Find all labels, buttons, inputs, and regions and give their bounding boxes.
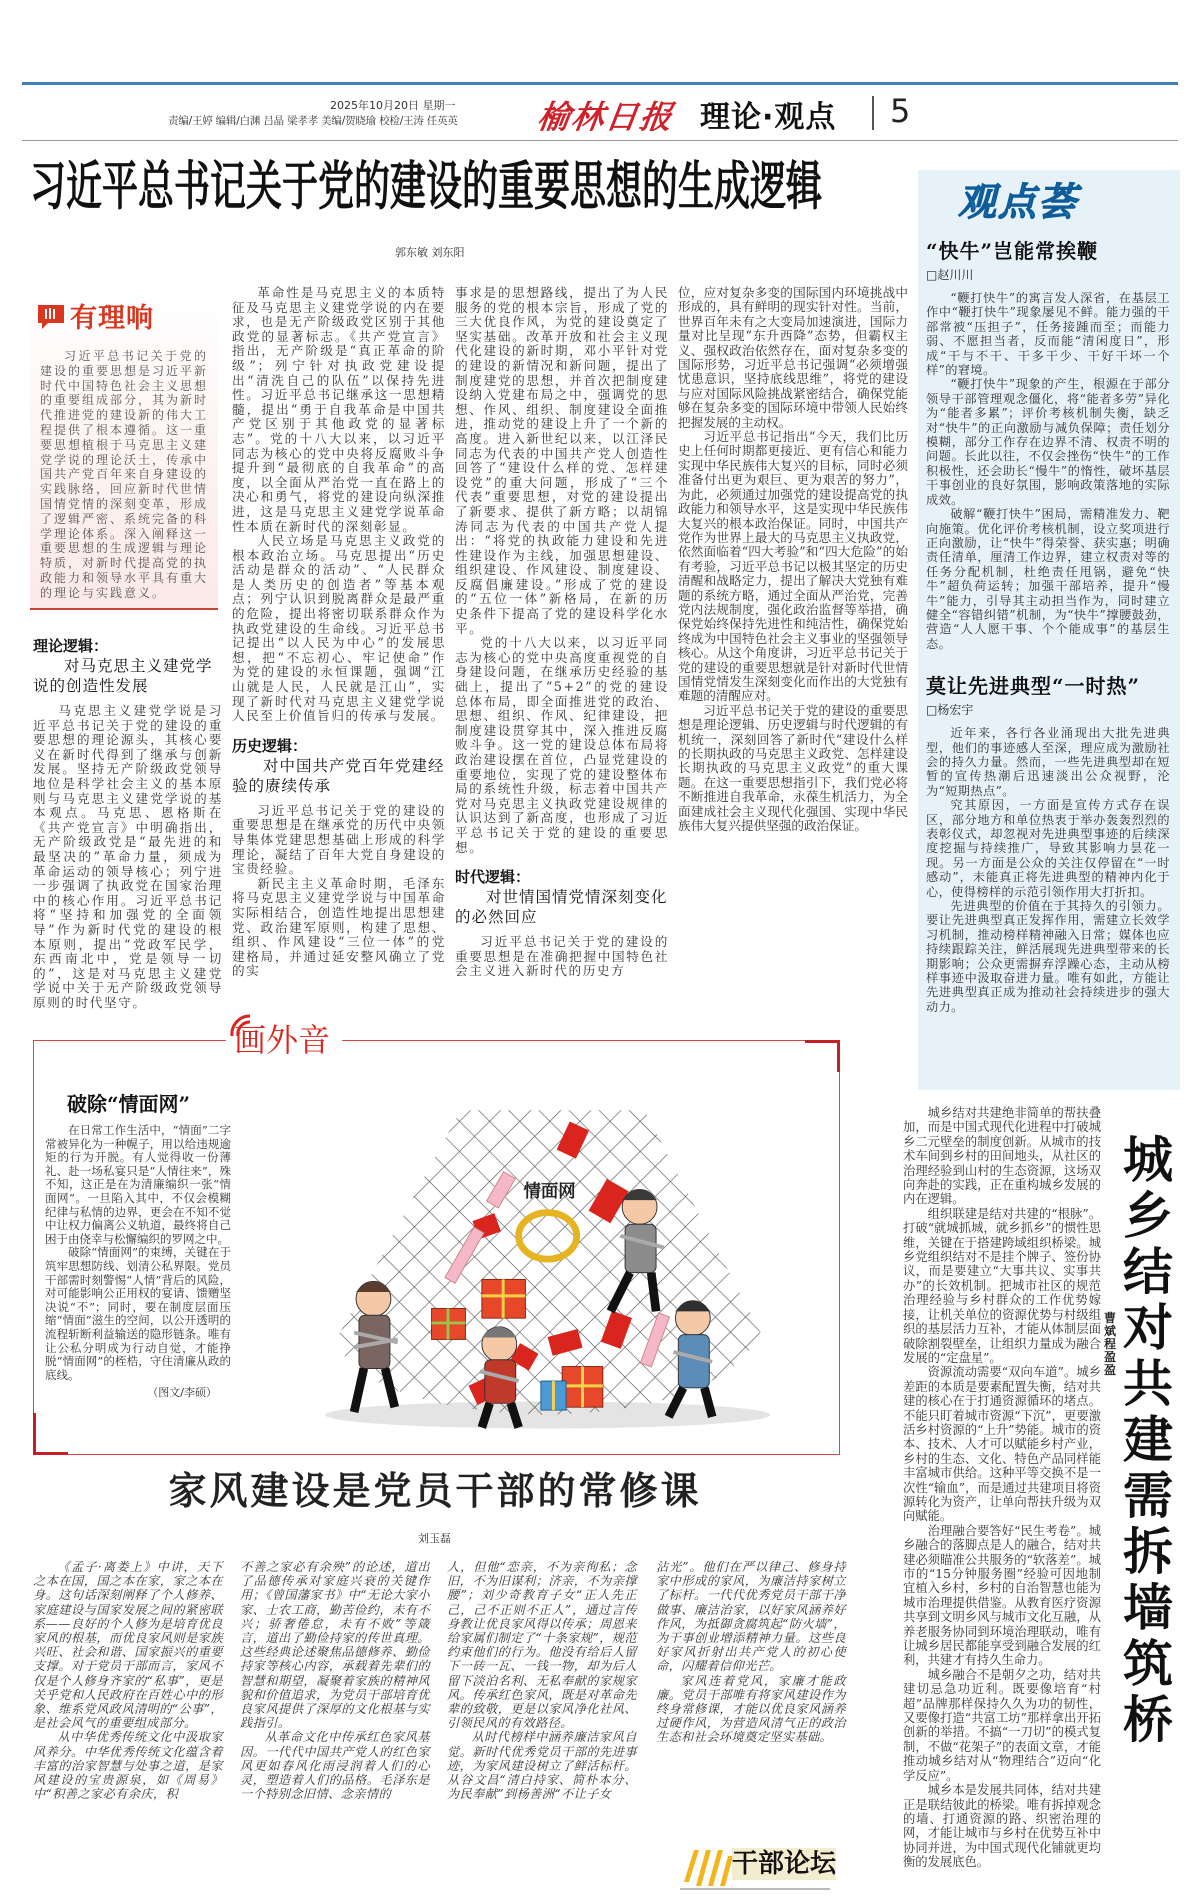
cartoon-text (45, 1092, 231, 1400)
intro-text: 习近平总书记关于党的建设的重要思想是习近平新时代中国特色社会主义思想的重要组成部分，其为新时代推进党的建设新的伟大工程提供了根本遵循。这一重要思想植根于马克思主义建党学说的理论沃土，传承中国共产党百年来自身建设的实践脉络，回应新时代世情国情党情的深刻变革，形成了逻辑严密、系统完备的科学理论体系。深入阐释这一重要思想的生成逻辑与理论特质，对新时代提高党的执政能力和领导水平具有重大的理论与实践意义。 (40, 349, 209, 600)
bottom-column-4 (656, 1560, 846, 1745)
paragraph: 沾光”。他们在严以律己、修身持家中形成的家风，为廉洁持家树立了标杆。一代代优秀党员干部干净做事、廉洁治家，以好家风涵养好作风，为抵御贪腐筑起“防火墙”，为干事创业增添精神力量。这些良好家风折射出共产党人的初心使命，闪耀着信仰光芒。 (656, 1560, 846, 1674)
bottom-byline: 刘玉磊 (418, 1532, 451, 1545)
column-1 (33, 628, 223, 1010)
intro-box (30, 290, 218, 610)
intro-logo-text: 有理响 (70, 303, 154, 334)
frame-corner (33, 1452, 68, 1455)
cartoon-illustration (238, 1085, 838, 1440)
intro-logo (36, 296, 218, 335)
header-rule (22, 140, 1178, 141)
column-text (455, 286, 669, 855)
column-text (232, 286, 446, 724)
paragraph: 不善之家必有余殃”的论述，道出了品德传承对家庭兴衰的关键作用；《曾国藩家书》中“无论大家小家、士农工商，勤苦俭约，未有不兴；骄奢倦怠，未有不败”等箴言，道出了勤俭持家的传世真理。这些经典论述聚焦品德修养、勤俭持家等核心内容，承载着先辈们的智慧和期望，凝聚着家族的精神风貌和价值追求，为党员干部培育优良家风提供了深厚的文化根基与实践指引。 (240, 1560, 430, 1731)
paragraph: 组织联建是结对共建的“根脉”。打破“就城抓城，就乡抓乡”的惯性思维，关键在于搭建跨域组织桥梁。城乡党组织结对不是挂个牌子、签份协议，而是要建立“大事共议、实事共办”的长效机制。把城市社区的规范治理经验与乡村群众的工作优势嫁接，让机关单位的资源优势与村级组织的基层活力互补，才能从体制层面破除割裂壁垒，让组织力量成为融合发展的“定盘星”。 (903, 1206, 1101, 1365)
heading-sub: 对中国共产党百年党建经验的赓续传承 (232, 756, 445, 795)
sidebar-article-text (926, 726, 1170, 1014)
forum-logo (680, 1842, 855, 1892)
sidebar-article-title: 莫让先进典型“一时热” (926, 674, 1141, 699)
frame-corner (805, 1040, 840, 1043)
paragraph: 人民立场是马克思主义政党的根本政治立场。马克思提出“历史活动是群众的活动”、“人民群众是人类历史的创造者”等基本观点；列宁认识到脱离群众是最严重的危险，提出将密切联系群众作为执政党建设的生命线。习近平总书记提出“以人民为中心”的发展思想，把“不忘初心、牢记使命”作为党的建设的永恒课题，强调“江山就是人民，人民就是江山”，实现了新时代对马克思主义建党学说人民至上价值旨归的传承与发展。 (232, 533, 446, 724)
paragraph: 在日常工作生活中，“情面”二字常被异化为一种幌子，用以给违规逾矩的行为开脱。有人觉得收一份薄礼、赴一场私宴只是“人情往来”，殊不知，这正是在为清廉编织一张“情面网”。一旦陷入其中，不仅会模糊纪律与私情的边界，更会在不知不觉中让权力偏离公义轨道，最终将自己困于由侥幸与松懈编织的罗网之中。 (45, 1123, 231, 1246)
heading-sub: 对世情国情党情深刻变化的必然回应 (455, 888, 668, 927)
paragraph: 习近平总书记关于党的建设的重要思想是在继承党的历代中央领导集体党建思想基础上形成的科学理论，凝结了百年大党自身建设的宝贵经验。 (232, 802, 446, 877)
paragraph: 城乡本是发展共同体，结对共建正是联结彼此的桥梁。唯有拆掉观念的墙、打通资源的路、织密治理的网，才能让城市与乡村在优势互补中协同并进，为中国式现代化铺就更均衡的发展底色。 (903, 1783, 1101, 1870)
paragraph: 破除“情面网”的束缚，关键在于筑牢思想防线、划清公私界限。党员干部需时刻警惕“人情”背后的风险，对可能影响公正用权的宴请、馈赠坚决说“不”；同时，要在制度层面压缩“情面”滋生的空间，以公开透明的流程斩断利益输送的隐形链条。唯有让公私分明成为行动自觉，才能挣脱“情面网”的桎梏，守住清廉从政的底线。 (45, 1245, 231, 1382)
cartoon-section-logo-text: 画外音 (234, 1021, 331, 1059)
heading-sub: 对马克思主义建党学说的创造性发展 (33, 657, 213, 695)
paragraph: 人，但他“恋亲，不为亲徇私；念旧，不为旧谋利；济亲，不为亲撑腰”；刘少奇教育子女“正人先正己，己不正则不正人”，通过言传身教让优良家风得以传承；周恩来给家属们制定了“十条家规”，规范约束他们的行为。他没有给后人留下一砖一瓦、一钱一物，却为后人留下淡泊名利、无私奉献的家规家风。传承红色家风，既是对革命先辈的致敬，更是以家风净化社风、引领民风的有效路径。 (447, 1560, 637, 1731)
forum-logo-text: 干部论坛 (732, 1849, 837, 1879)
sidebar-article-author: □赵川川 (926, 268, 974, 282)
paragraph: 马克思主义建党学说是习近平总书记关于党的建设的重要思想的理论源头，其核心要义在新时代得到了继承与创新发展。坚持无产阶级政党领导地位是科学社会主义的基本原则与马克思主义建党学说的基本观点。马克思、恩格斯在《共产党宣言》中明确指出，无产阶级政党是“最先进的和最坚决的”革命力量，须成为革命运动的领导核心；列宁进一步强调了执政党在国家治理中的核心作用。习近平总书记将“坚持和加强党的全面领导”作为新时代党的建设的根本原则，提出“党政军民学，东西南北中，党是领导一切的”，这是对马克思主义建党学说中关于无产阶级政党领导原则的时代坚守。 (33, 703, 223, 1010)
column-text (33, 704, 223, 1010)
section-heading-history (232, 736, 446, 796)
sidebar-logo-text: 观点荟 (958, 180, 1079, 224)
paragraph: 位，应对复杂多变的国际国内环境挑战中形成的，具有鲜明的现实针对性。当前，世界百年未有之大变局加速演进，国际力量对比呈现“东升西降”态势，但霸权主义、强权政治依然存在，面对复杂多变的国际形势，习近平总书记强调“必须增强忧患意识，坚持底线思维”，将党的建设与应对国际风险挑战紧密结合，确保党能够在复杂多变的国际环境中带领人民始终把握发展的主动权。 (678, 285, 908, 430)
column-text (455, 935, 669, 979)
paragraph: “鞭打快牛”现象的产生，根源在于部分领导干部管理观念僵化，将“能者多劳”异化为“能者多累”；评价考核机制失衡，缺乏对“快牛”的正向激励与减负保障；责任划分模糊，部分工作存在边界不清、权责不明的问题。长此以往，不仅会挫伤“快牛”的工作积极性，还会助长“慢牛”的惰性，破坏基层干事创业的良好氛围，影响政策落地的实际成效。 (926, 377, 1170, 507)
section-name: 理论·观点 (700, 100, 837, 135)
paragraph: 从时代榜样中涵养廉洁家风自觉。新时代优秀党员干部的先进事迹，为家风建设树立了鲜活标杆。从谷文昌“清白持家、简朴本分、为民奉献”到杨善洲“不让子女 (447, 1730, 637, 1802)
net-label: 情面网 (523, 1182, 576, 1203)
paragraph: 习近平总书记关于党的建设的重要思想是理论逻辑、历史逻辑与时代逻辑的有机统一，深刻回答了新时代“建设什么样的长期执政的马克思主义政党、怎样建设长期执政的马克思主义政党”的重大课题。在这一重要思想指引下，我们党必将不断推进自我革命，永葆生机活力，为全面建成社会主义现代化强国、实现中华民族伟大复兴提供坚强的政治保证。 (678, 702, 908, 834)
column-text (232, 804, 446, 979)
paragraph: 事求是的思想路线，提出了为人民服务的党的根本宗旨，形成了党的三大优良作风，为党的建设奠定了坚实基础。改革开放和社会主义现代化建设的新时期，邓小平针对党的建设的新情况和新问题，提出了制度建党的思想，并首次把制度建设纳入党建布局之中，强调党的思想、作风、组织、制度建设全面推进，推动党的建设上升了一个新的高度。进入新世纪以来，以江泽民同志为代表的中国共产党人创造性回答了“建设什么样的党、怎样建设党”的重大问题，形成了“三个代表”重要思想，对党的建设提出了新要求、提供了新方略；以胡锦涛同志为代表的中国共产党人提出：“将党的执政能力建设和先进性建设作为主线，加强思想建设、组织建设、作风建设、制度建设、反腐倡廉建设。”形成了党的建设的“五位一体”新格局，在新的历史条件下提高了党的建设科学化水平。 (455, 285, 669, 636)
section-heading-era (455, 867, 669, 927)
sidebar-article-title: “快牛”岂能常挨鞭 (926, 239, 1099, 263)
page-number: 5 (890, 92, 911, 130)
right-article-body (903, 1106, 1101, 1870)
heading-label: 时代逻辑： (455, 868, 531, 887)
paragraph: 城乡融合不是朝夕之功，结对共建切忌急功近利。既要像培育“村超”品牌那样保持久久为功的韧性，又要像打造“共富工坊”那样拿出开拓创新的举措。不搞“一刀切”的模式复制，不做“花架子”的表面文章，才能推动城乡结对从“物理结合”迈向“化学反应”。 (903, 1667, 1101, 1783)
editors-credit: 责编/王婷 编辑/白渊 吕晶 梁孝孝 美编/贺晓瑜 校检/王涛 任英英 (168, 115, 458, 127)
paragraph: 革命性是马克思主义的本质特征及马克思主义建党学说的内在要求，也是无产阶级政党区别于其他政党的显著标志。《共产党宣言》指出，无产阶级是“真正革命的阶级”；列宁针对执政党建设提出“清洗自己的队伍”以保持先进性。习近平总书记继承这一思想精髓，提出“勇于自我革命是中国共产党区别于其他政党的显著标志”。党的十八大以来，以习近平同志为核心的党中央将反腐败斗争提升到“最彻底的自我革命”的高度，以全面从严治党一直在路上的决心和勇气，将党的建设向纵深推进，这是马克思主义建党学说革命性本质在新时代的深刻彰显。 (232, 285, 446, 534)
bottom-column-3 (447, 1560, 637, 1801)
paragraph: 近年来，各行各业涌现出大批先进典型，他们的事迹感人至深，理应成为激励社会的持久力量。然而，一些先进典型却在短暂的宣传热潮后迅速淡出公众视野，沦为“短期热点”。 (926, 726, 1170, 798)
sidebar-article-text (926, 291, 1170, 651)
divider (872, 96, 874, 130)
logo-underline (680, 1888, 830, 1890)
paragraph: 家风连着党风，家廉才能政廉。党员干部唯有将家风建设作为终身常修课，才能以优良家风涵养过硬作风，为营造风清气正的政治生态和社会环境奠定坚实基础。 (656, 1673, 846, 1745)
sidebar-article-author: □杨宏宇 (926, 703, 974, 718)
main-byline: 郭东敏 刘东阳 (395, 246, 465, 259)
column-text (678, 286, 908, 833)
right-article-title: 城乡结对共建需拆墙筑桥 (1123, 1131, 1173, 1749)
bottom-column-1 (33, 1560, 223, 1801)
opinion-sidebar (918, 170, 1180, 1090)
stripes-icon (680, 1842, 740, 1890)
frame-corner (837, 1040, 840, 1072)
column-3 (455, 286, 669, 979)
paragraph: 破解“鞭打快牛”困局，需精准发力、靶向施策。优化评价考核机制，设立奖项进行正向激励，让“快牛”得荣誉、获实惠；明确责任清单，厘清工作边界，建立权责对等的任务分配机制，杜绝责任甩锅，避免“快牛”超负荷运转；加强干部培养，提升“慢牛”能力，引导其主动担当作为，同时建立健全“容错纠错”机制，为“快牛”撑腰鼓劲，营造“人人愿干事、个个能成事”的基层生态。 (926, 507, 1170, 651)
paragraph: 治理融合要答好“民生考卷”。城乡融合的落脚点是人的融合，结对共建必须瞄准公共服务的“软落差”。城市的“15分钟服务圈”经验可因地制宜植入乡村，乡村的自治智慧也能为城市治理提供借鉴。从教育医疗资源共享到文明乡风与城市文化互融，从养老服务协同到环境治理联动，唯有让城乡居民都能享受到融合发展的红利，共建才有持久生命力。 (903, 1523, 1101, 1668)
bottom-column-2 (240, 1560, 430, 1801)
issue-date: 2025年10月20日 星期一 (330, 99, 456, 112)
frame-corner (33, 1413, 36, 1455)
cartoon-body (45, 1124, 231, 1382)
main-headline: 习近平总书记关于党的建设的重要思想的生成逻辑 (30, 157, 823, 217)
heading-label: 理论逻辑： (33, 637, 109, 655)
cartoon-title: 破除“情面网” (67, 1092, 191, 1116)
heading-label: 历史逻辑： (232, 736, 308, 755)
cartoon-credit: （图文/李硕） (147, 1386, 217, 1400)
cartoon-section-logo (226, 1008, 342, 1064)
paragraph: 先进典型的价值在于其持久的引领力。要让先进典型真正发挥作用，需建立长效学习机制，推动榜样精神融入日常；媒体也应持续跟踪关注，鲜活展现先进典型带来的长期影响；公众更需摒弃浮躁心态，主动从榜样事迹中汲取奋进力量。唯有如此，方能让先进典型真正成为推动社会持续进步的强大动力。 (926, 899, 1170, 1014)
bottom-headline: 家风建设是党员干部的常修课 (168, 1468, 702, 1513)
paragraph: 党的十八大以来，以习近平同志为核心的党中央高度重视党的自身建设问题，在继承历史经验的基础上，提出了“5+2”的党的建设总体布局，即全面推进党的政治、思想、组织、作风、纪律建设，把制度建设贯穿其中，深入推进反腐败斗争。这一党的建设总体布局将政治建设摆在首位，凸显党建设的重要地位，实现了党的建设整体布局的系统性升级，标志着中国共产党对马克思主义执政党建设规律的认识达到了新高度，也形成了习近平总书记关于党的建设的重要思想。 (455, 635, 669, 855)
paragraph: 新民主主义革命时期，毛泽东将马克思主义建党学说与中国革命实际相结合，创造性地提出思想建党、政治建军原则，构建了思想、组织、作风建设“三位一体”的党建格局，并通过延安整风确立了党的实 (232, 875, 446, 979)
column-2 (232, 286, 446, 979)
right-article-authors: 曹斌 程盈盈 (1104, 1311, 1117, 1377)
paragraph: 究其原因，一方面是宣传方式存在误区，部分地方和单位热衷于举办轰轰烈烈的表彰仪式，却忽视对先进典型事迹的后续深度挖掘与持续推广，导致其影响力昙花一现。另一方面是公众的关注仅停留在“一时感动”，未能真正将先进典型的精神内化于心，使得榜样的示范引领作用大打折扣。 (926, 798, 1170, 899)
section-heading-theory (33, 636, 223, 696)
book-speech-icon (36, 301, 66, 331)
paragraph: 资源流动需要“双向车道”。城乡差距的本质是要素配置失衡，结对共建的核心在于打通资源循环的堵点。不能只盯着城市资源“下沉”，更要激活乡村资源的“上升”势能。城市的资本、技术、人才可以赋能乡村产业，乡村的生态、文化、特色产品同样能丰富城市供给。这种平等交换不是一次性“输血”，而是通过共建项目将资源转化为资产，让单向帮扶升级为双向赋能。 (903, 1365, 1101, 1524)
top-rule (22, 82, 1178, 85)
paragraph: 习近平总书记关于党的建设的重要思想是在准确把握中国特色社会主义进入新时代的历史方 (455, 934, 669, 979)
paragraph: “鞭打快牛”的寓言发人深省，在基层工作中“鞭打快牛”现象屡见不鲜。能力强的干部常被“压担子”，任务接踵而至；而能力弱、不愿担当者，反而能“清闲度日”，形成“干与不干、干多干少、干好干坏一个样”的窘境。 (926, 291, 1170, 378)
paragraph: 城乡结对共建绝非简单的帮扶叠加，而是中国式现代化进程中打破城乡二元壁垒的制度创新。从城市的技术车间到乡村的田间地头，从社区的治理经验到山村的生态资源，这场双向奔赴的实践，正在重构城乡发展的内在逻辑。 (903, 1106, 1101, 1207)
masthead-logo: 榆林日报 (535, 98, 677, 136)
column-4 (678, 286, 908, 833)
paragraph: 从中华优秀传统文化中汲取家风养分。中华优秀传统文化蕴含着丰富的治家智慧与处事之道，是家风建设的宝贵源泉，如《周易》中“积善之家必有余庆，积 (33, 1730, 223, 1802)
paragraph: 习近平总书记指出“今天，我们比历史上任何时期都更接近、更有信心和能力实现中华民族伟大复兴的目标，同时必须准备付出更为艰巨、更为艰苦的努力”，为此，必须通过加强党的建设提高党的执政能力和领导水平，这是实现中华民族伟大复兴的根本政治保证。同时，中国共产党作为世界上最大的马克思主义执政党，依然面临着“四大考验”和“四大危险”的始有考验，习近平总书记以极其坚定的历史清醒和战略定力，提出了解决大党独有难题的系统方略，通过全面从严治党，完善党内法规制度，强化政治监督等举措，确保党始终保持先进性和纯洁性，确保党始终成为中国特色社会主义事业的坚强领导核心。从这个角度讲，习近平总书记关于党的建设的重要思想就是针对新时代世情国情党情发生深刻变化而作出的大党独有难题的清醒应对。 (678, 429, 908, 704)
paragraph: 《孟子·离娄上》中讲，天下之本在国，国之本在家，家之本在身。这句话深刻阐释了个人修养、家庭建设与国家发展之间的紧密联系——良好的个人修为是培育优良家风的根基，而优良家风则是家族兴旺、社会和谐、国家振兴的重要支撑。对于党员干部而言，家风不仅是个人修身齐家的“私事”，更是关乎党和人民政府在百姓心中的形象、维系党风政风清明的“公事”，是社会风气的重要组成部分。 (33, 1560, 223, 1731)
sidebar-logo (958, 178, 1180, 226)
paragraph: 从革命文化中传承红色家风基因。一代代中国共产党人的红色家风更如春风化雨浸润着人们的心灵，塑造着人们的品格。毛泽东是一个特别念旧情、念亲情的 (240, 1730, 430, 1802)
